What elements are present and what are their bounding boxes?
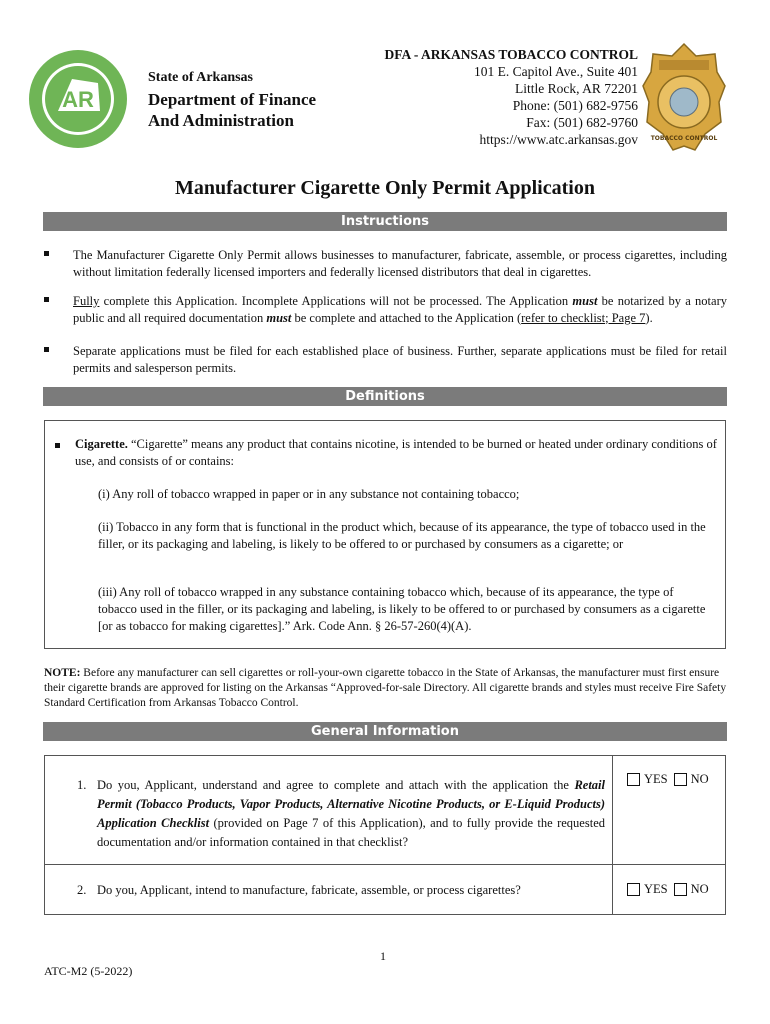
definition-clause-iii: (iii) Any roll of tobacco wrapped in any substance containing tobacco which, because of its appearance, the type of tobacco used in the filler, or its packaging and labeling, is likely to be offered to or purchased by consumers as a cigarette [or as tobacco for making cigarettes].” Ark. Code Ann. § 26-57-260(4)(A). xyxy=(98,585,706,633)
note-paragraph: NOTE: Before any manufacturer can sell cigarettes or roll-your-own cigarette tobacco in the State of Arkansas, the manufacturer must first ensure their cigarette brands are approved for listing on the Arkansas “Approved-for-sale Directory. All cigarette brands and styles must receive Fire Safety Standard Certification from Arkansas Tobacco Control. xyxy=(44,667,727,709)
fax-number: Fax: (501) 682-9760 xyxy=(526,115,638,130)
cigarette-definition: Cigarette. “Cigarette” means any product that contains nicotine, is intended to be burned or heated under ordinary conditions of use, and consists of or contains: xyxy=(75,437,717,468)
question-2-answer: YES NO xyxy=(627,882,715,897)
office-title: DFA - ARKANSAS TOBACCO CONTROL xyxy=(384,47,638,62)
bullet-icon xyxy=(44,297,49,302)
instruction-item: Separate applications must be filed for each established place of business. Further, separate applications must be filed for retail permits and salesperson permits. xyxy=(44,343,727,376)
phone-number: Phone: (501) 682-9756 xyxy=(512,98,638,113)
page-number: 1 xyxy=(380,949,386,963)
seal-letters: AR xyxy=(62,87,94,112)
definitions-heading: Definitions xyxy=(43,387,727,406)
question-1: 1. Do you, Applicant, understand and agree to complete and attach with the application the Retail Permit (Tobacco Products, Vapor Products, Alternative Nicotine Products, or E-Liquid Products) Application Checklist (provided on Page 7 of this Application), and to fully provide the requested documentation and/or information contained in that checklist? xyxy=(77,778,605,849)
website-link[interactable]: https://www.atc.arkansas.gov xyxy=(479,132,638,147)
q1-no-checkbox[interactable] xyxy=(674,773,687,786)
badge-text: TOBACCO CONTROL xyxy=(650,135,718,142)
instruction-item: Fully complete this Application. Incomplete Applications will not be processed. The Application must be notarized by a notary public and all required documentation must be complete and attached to the Application (refer to checklist; Page 7). xyxy=(44,293,727,326)
bullet-icon xyxy=(55,443,60,448)
tobacco-control-badge-logo xyxy=(641,42,727,154)
definition-clause-ii: (ii) Tobacco in any form that is functional in the product which, because of its appearance, the type of tobacco used in the filler, or its packaging and labeling, is likely to be offered to or purchased by consumers as a cigarette; or xyxy=(98,520,706,551)
page-title: Manufacturer Cigarette Only Permit Application xyxy=(175,177,595,199)
instructions-heading: Instructions xyxy=(43,212,727,231)
instruction-item: The Manufacturer Cigarette Only Permit allows businesses to manufacturer, fabricate, assemble, or process cigarettes, including without limitation federally licensed importers and federally licensed distributors that deal in cigarettes. xyxy=(44,247,727,280)
q2-no-checkbox[interactable] xyxy=(674,883,687,896)
checklist-link[interactable]: refer to checklist; Page 7 xyxy=(521,310,646,325)
office-contact-block xyxy=(384,46,638,148)
form-number: ATC-M2 (5-2022) xyxy=(44,964,133,978)
bullet-icon xyxy=(44,347,49,352)
dfa-seal-logo xyxy=(28,49,128,149)
department-name: Department of Finance And Administration xyxy=(148,90,317,130)
state-label: State of Arkansas xyxy=(148,70,254,85)
q1-yes-checkbox[interactable] xyxy=(627,773,640,786)
q2-yes-checkbox[interactable] xyxy=(627,883,640,896)
bullet-icon xyxy=(44,251,49,256)
general-information-heading: General Information xyxy=(43,722,727,741)
definition-clause-i: (i) Any roll of tobacco wrapped in paper or in any substance not containing tobacco; xyxy=(98,487,520,501)
address-line-2: Little Rock, AR 72201 xyxy=(515,81,638,96)
question-2: 2. Do you, Applicant, intend to manufacture, fabricate, assemble, or process cigarettes? xyxy=(77,883,521,897)
definitions-box xyxy=(44,420,726,649)
questions-table xyxy=(44,755,726,915)
address-line-1: 101 E. Capitol Ave., Suite 401 xyxy=(474,64,638,79)
question-1-answer: YES NO xyxy=(627,772,715,787)
